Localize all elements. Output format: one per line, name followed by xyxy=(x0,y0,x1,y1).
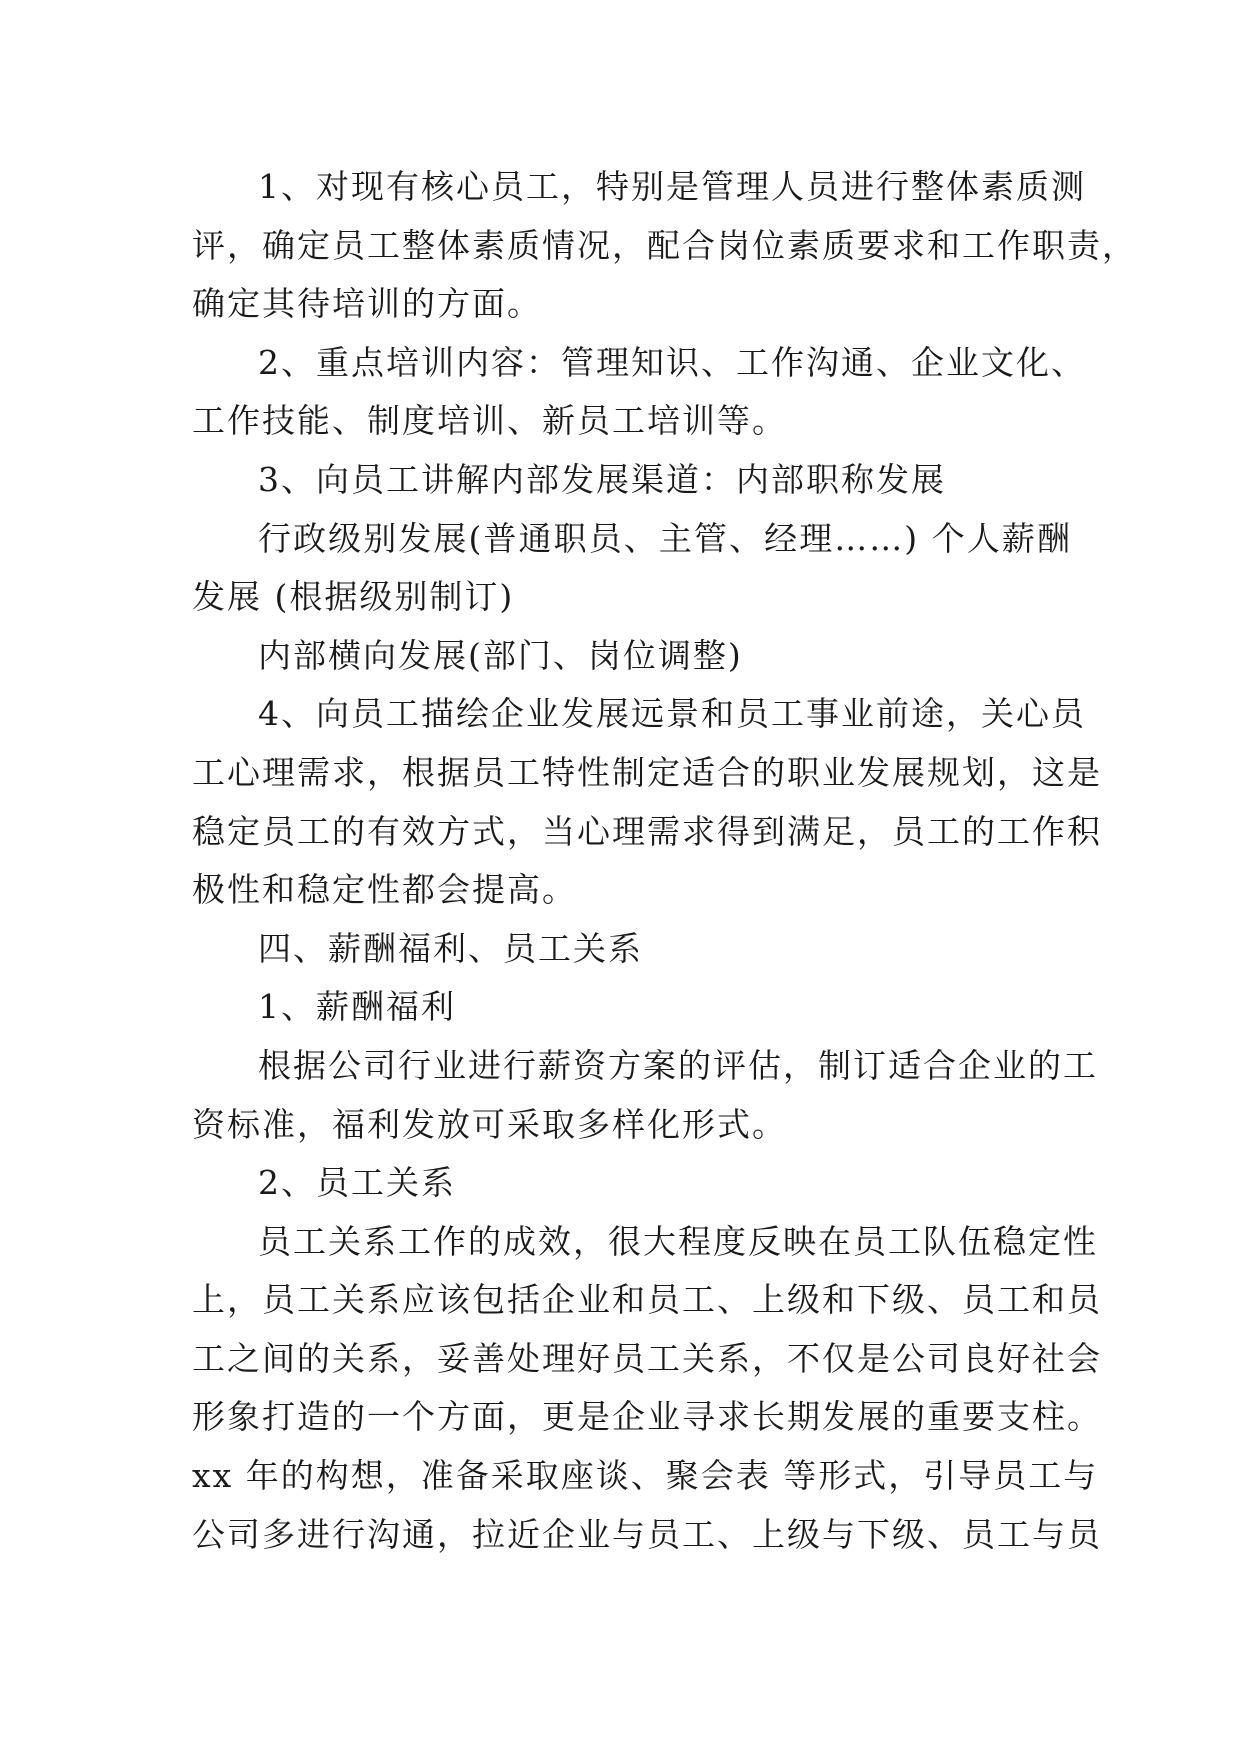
text-line: 极性和稳定性都会提高。 xyxy=(192,870,577,910)
text-line: 行政级别发展(普通职员、主管、经理……) 个人薪酬 xyxy=(258,518,1072,558)
text-line: 资标准，福利发放可采取多样化形式。 xyxy=(192,1104,787,1144)
text-line: 4、向员工描绘企业发展远景和员工事业前途，关心员 xyxy=(258,694,1086,734)
text-line: 3、向员工讲解内部发展渠道：内部职称发展 xyxy=(258,459,946,499)
text-line: 工心理需求，根据员工特性制定适合的职业发展规划，这是 xyxy=(192,752,1102,792)
text-line: 确定其待培训的方面。 xyxy=(192,284,542,324)
text-line: 1、对现有核心员工，特别是管理人员进行整体素质测 xyxy=(258,167,1086,206)
text-line: 根据公司行业进行薪资方案的评估，制订适合企业的工 xyxy=(258,1045,1098,1085)
text-line: 上，员工关系应该包括企业和员工、上级和下级、员工和员 xyxy=(192,1280,1102,1320)
text-line: 公司多进行沟通，拉近企业与员工、上级与下级、员工与员 xyxy=(192,1514,1102,1554)
text-line: 内部横向发展(部门、岗位调整) xyxy=(258,635,743,675)
text-line: 2、重点培训内容：管理知识、工作沟通、企业文化、 xyxy=(258,342,1086,382)
text-line: 四、薪酬福利、员工关系 xyxy=(258,928,643,968)
text-line: 稳定员工的有效方式，当心理需求得到满足，员工的工作积 xyxy=(192,811,1102,851)
text-line: xx 年的构想，准备采取座谈、聚会表 等形式，引导员工与 xyxy=(192,1456,1099,1496)
text-line: 工之间的关系，妥善处理好员工关系，不仅是公司良好社会 xyxy=(192,1338,1102,1378)
text-line: 1、薪酬福利 xyxy=(258,987,456,1027)
text-line: 工作技能、制度培训、新员工培训等。 xyxy=(192,401,787,441)
text-line: 2、员工关系 xyxy=(258,1163,456,1203)
text-line: 发展 (根据级别制订) xyxy=(192,577,515,617)
text-line: 评，确定员工整体素质情况，配合岗位素质要求和工作职责， xyxy=(192,225,1137,265)
document-body xyxy=(192,158,1137,1564)
text-line: 员工关系工作的成效，很大程度反映在员工队伍稳定性 xyxy=(258,1221,1098,1261)
text-line: 形象打造的一个方面，更是企业寻求长期发展的重要支柱。 xyxy=(192,1397,1102,1437)
